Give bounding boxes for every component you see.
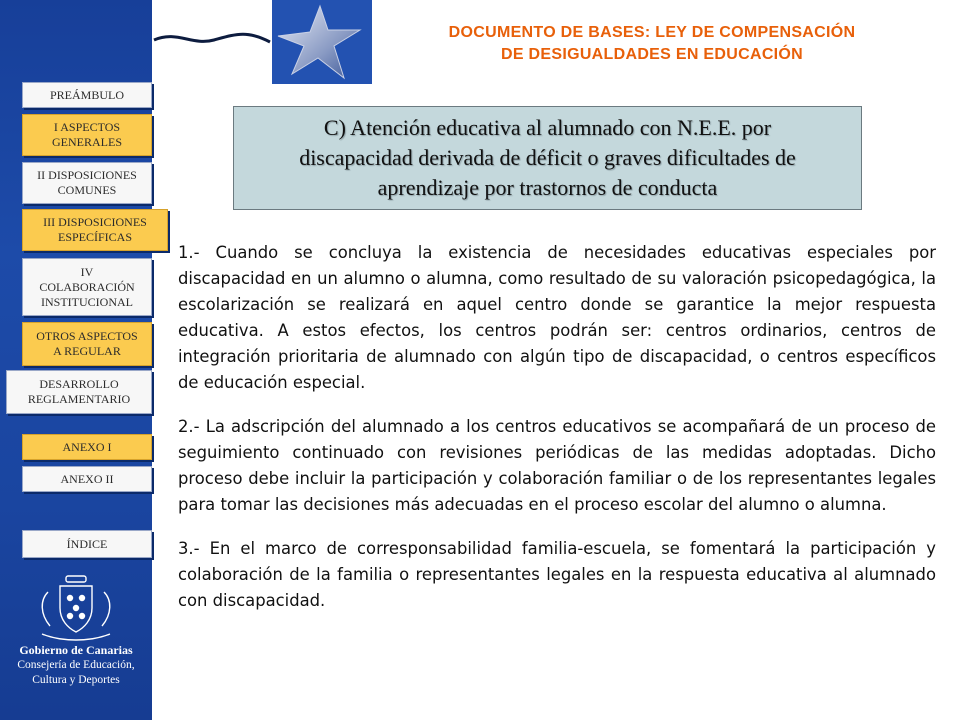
nav-especificas-label-2: ESPECÍFICAS <box>57 230 133 244</box>
section-title-line1: C) Atención educativa al alumnado con N.E.E. por <box>323 115 772 140</box>
star-icon <box>272 0 372 84</box>
document-title-line1: DOCUMENTO DE BASES: LEY DE COMPENSACIÓN <box>448 24 856 41</box>
nav-anexo2-label: ANEXO II <box>60 471 114 486</box>
nav-anexo1-label: ANEXO I <box>62 439 112 454</box>
nav-disposiciones-comunes-button[interactable] <box>22 162 152 204</box>
nav-preambulo-button[interactable] <box>22 82 152 108</box>
header-star-panel <box>272 0 372 84</box>
nav-desarrollo-label-1: DESARROLLO <box>39 377 119 391</box>
nav-colab-label-3: INSTITUCIONAL <box>41 294 133 309</box>
nav-comunes-label-1: II DISPOSICIONES <box>37 168 137 182</box>
nav-otros-label-2: A REGULAR <box>53 344 121 358</box>
nav-disposiciones-especificas-button[interactable] <box>22 209 168 251</box>
department-line-2: Cultura y Deportes <box>32 674 120 686</box>
government-name: Gobierno de Canarias <box>19 643 133 657</box>
paragraph-2: 2.- La adscripción del alumnado a los centros educativos se acompañará de un proceso de seguimiento continuado con revisiones periódicas de las medidas adoptadas. Dicho proceso debe incluir la participación y colaboración familiar o de los representantes legales para tomar las decisiones más adecuadas en el proceso escolar del alumno o alumna. <box>178 417 936 514</box>
government-label <box>0 642 152 688</box>
nav-especificas-label-1: III DISPOSICIONES <box>43 215 147 229</box>
nav-desarrollo-label-2: REGLAMENTARIO <box>27 392 131 406</box>
paragraph-1: 1.- Cuando se concluya la existencia de necesidades educativas especiales por discapacidad en un alumno o alumna, como resultado de su valoración psicopedagógica, la escolarización se realizará en aquel centro donde se garantice la mejor respuesta educativa. A estos efectos, los centros podrán ser: centros ordinarios, centros de integración prioritaria de alumnado con algún tipo de discapacidad, o centros específicos de educación especial. <box>178 243 936 392</box>
article-body <box>178 240 936 632</box>
nav-indice-button[interactable] <box>22 530 152 558</box>
nav-aspectos-label-2: GENERALES <box>52 135 122 149</box>
nav-desarrollo-reglamentario-button[interactable] <box>6 370 152 414</box>
header-banner <box>152 0 272 84</box>
nav-preambulo-label: PREÁMBULO <box>49 87 124 102</box>
nav-anexo-2-button[interactable] <box>22 466 152 492</box>
nav-anexo-1-button[interactable] <box>22 434 152 460</box>
section-title-box <box>233 106 862 210</box>
department-line-1: Consejería de Educación, <box>17 659 135 671</box>
coat-of-arms-icon <box>30 572 122 642</box>
nav-comunes-label-2: COMUNES <box>57 183 117 197</box>
section-title-line2: discapacidad derivada de déficit o graves dificultades de <box>299 145 796 170</box>
document-title-line2: DE DESIGUALDADES EN EDUCACIÓN <box>500 46 804 63</box>
nav-colab-label-1: IV <box>80 264 94 279</box>
section-title-line3: aprendizaje por trastornos de conducta <box>377 175 718 200</box>
nav-otros-aspectos-button[interactable] <box>22 322 152 366</box>
nav-aspectos-generales-button[interactable] <box>22 114 152 156</box>
nav-colab-label-2: COLABORACIÓN <box>39 279 135 294</box>
nav-aspectos-label-1: I ASPECTOS <box>53 120 121 134</box>
nav-indice-label: ÍNDICE <box>66 536 108 551</box>
nav-colaboracion-institucional-button[interactable] <box>22 258 152 316</box>
document-title <box>372 22 932 66</box>
paragraph-3: 3.- En el marco de corresponsabilidad familia-escuela, se fomentará la participación y colaboración de la familia o representantes legales en la respuesta educativa al alumnado con discapacidad. <box>178 539 936 610</box>
nav-otros-label-1: OTROS ASPECTOS <box>36 329 138 343</box>
